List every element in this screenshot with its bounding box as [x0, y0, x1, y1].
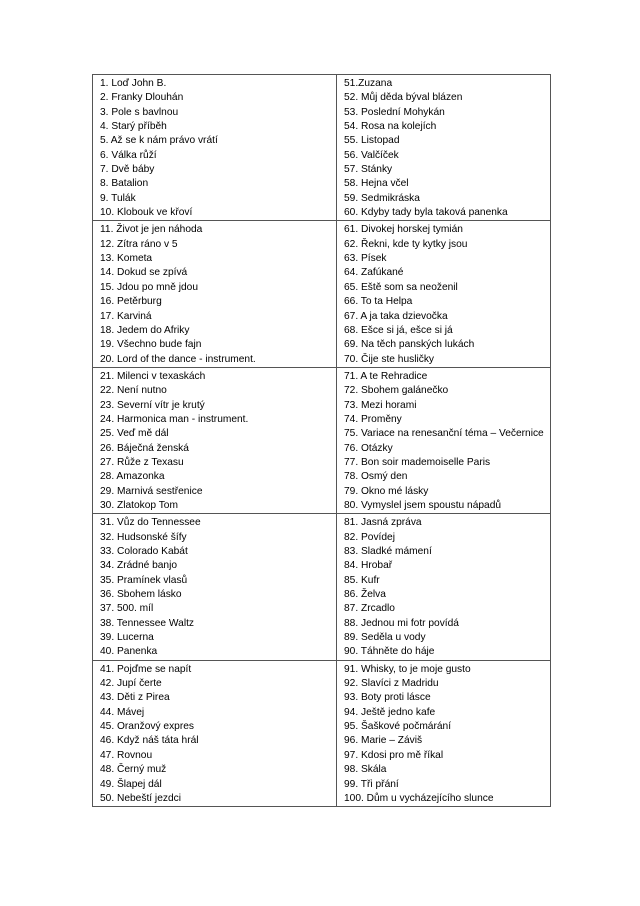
right-cell	[337, 221, 551, 367]
song-item: 16. Petěrburg	[100, 296, 162, 308]
left-cell	[93, 660, 337, 806]
song-item: 79. Okno mé lásky	[344, 485, 429, 497]
song-item: 90. Táhněte do háje	[344, 646, 435, 658]
song-item: 47. Rovnou	[100, 749, 153, 761]
song-item: 36. Sbohem lásko	[100, 589, 182, 601]
song-item: 11. Život je jen náhoda	[100, 224, 203, 236]
song-item: 96. Marie – Záviš	[344, 735, 423, 747]
song-item: 28. Amazonka	[100, 471, 165, 483]
song-item: 42. Jupí čerte	[100, 678, 162, 690]
song-item: 63. Písek	[344, 253, 387, 265]
song-item: 98. Skála	[344, 764, 387, 776]
song-item: 20. Lord of the dance - instrument.	[100, 353, 256, 365]
song-item: 7. Dvě báby	[100, 164, 155, 176]
left-cell	[93, 221, 337, 367]
song-item: 76. Otázky	[344, 442, 393, 454]
song-item: 25. Veď mě dál	[100, 428, 169, 440]
song-item: 82. Povídej	[344, 531, 395, 543]
song-item: 38. Tennessee Waltz	[100, 617, 195, 629]
song-item: 59. Sedmikráska	[344, 192, 420, 204]
song-item: 61. Divokej horskej tymián	[344, 224, 463, 236]
song-item: 37. 500. míl	[100, 603, 154, 615]
song-item: 6. Válka růží	[100, 149, 157, 161]
song-item: 55. Listopad	[344, 135, 400, 147]
song-item: 32. Hudsonské šífy	[100, 531, 187, 543]
song-item: 39. Lucerna	[100, 632, 154, 644]
left-cell	[93, 367, 337, 513]
song-item: 99. Tři přání	[344, 778, 399, 790]
song-item: 9. Tulák	[100, 192, 136, 204]
song-item: 22. Není nutno	[100, 385, 167, 397]
song-item: 8. Batalion	[100, 178, 149, 190]
song-item: 83. Sladké mámení	[344, 546, 432, 557]
song-item: 100. Dům u vycházejícího slunce	[344, 792, 494, 804]
song-item: 87. Zrcadlo	[344, 603, 395, 615]
table-row	[93, 367, 551, 513]
right-cell	[337, 367, 551, 513]
song-item: 64. Zafúkané	[344, 267, 404, 279]
song-item: 60. Kdyby tady byla taková panenka	[344, 207, 508, 219]
song-item: 50. Nebeští jezdci	[100, 792, 181, 804]
song-item: 74. Proměny	[344, 413, 402, 425]
song-item: 35. Pramínek vlasů	[100, 574, 188, 586]
song-item: 45. Oranžový expres	[100, 721, 194, 733]
table-row	[93, 660, 551, 806]
song-item: 31. Vůz do Tennessee	[100, 517, 201, 529]
song-item: 52. Můj děda býval blázen	[344, 92, 463, 104]
song-item: 73. Mezi horami	[344, 399, 417, 411]
song-item: 13. Kometa	[100, 253, 153, 265]
song-item: 70. Čije ste husličky	[344, 353, 435, 365]
song-item: 51.Zuzana	[344, 78, 393, 89]
song-list-table	[92, 74, 551, 807]
song-item: 78. Osmý den	[344, 471, 408, 483]
song-item: 27. Růže z Texasu	[100, 456, 184, 468]
right-cell	[337, 660, 551, 806]
song-item: 91. Whisky, to je moje gusto	[344, 663, 471, 675]
song-item: 68. Ešce si já, ešce si já	[344, 324, 453, 336]
song-item: 54. Rosa na kolejích	[344, 121, 437, 133]
song-item: 62. Řekni, kde ty kytky jsou	[344, 238, 468, 250]
left-cell	[93, 514, 337, 660]
table-row	[93, 514, 551, 660]
song-item: 92. Slavíci z Madridu	[344, 678, 439, 690]
song-item: 43. Děti z Pirea	[100, 692, 170, 704]
song-item: 34. Zrádné banjo	[100, 560, 178, 572]
song-item: 2. Franky Dlouhán	[100, 92, 184, 104]
song-item: 86. Želva	[344, 589, 386, 601]
song-item: 1. Loď John B.	[100, 78, 167, 89]
song-item: 23. Severní vítr je krutý	[100, 399, 205, 411]
song-item: 85. Kufr	[344, 574, 380, 586]
song-item: 49. Šlapej dál	[100, 778, 162, 790]
song-item: 81. Jasná zpráva	[344, 517, 422, 529]
song-item: 97. Kdosi pro mě říkal	[344, 749, 444, 761]
song-item: 24. Harmonica man - instrument.	[100, 413, 249, 425]
song-item: 94. Ještě jedno kafe	[344, 706, 436, 718]
song-item: 17. Karviná	[100, 310, 152, 322]
song-item: 71. A te Rehradice	[344, 370, 428, 382]
song-item: 19. Všechno bude fajn	[100, 339, 202, 351]
song-item: 5. Až se k nám právo vrátí	[100, 135, 218, 147]
song-item: 56. Valčíček	[344, 149, 399, 161]
song-item: 89. Seděla u vody	[344, 632, 426, 644]
table-row	[93, 221, 551, 367]
song-item: 15. Jdou po mně jdou	[100, 281, 198, 293]
song-item: 3. Pole s bavlnou	[100, 106, 179, 118]
song-item: 95. Šaškové počmárání	[344, 721, 452, 733]
song-item: 80. Vymyslel jsem spoustu nápadů	[344, 499, 502, 511]
song-item: 30. Zlatokop Tom	[100, 499, 178, 511]
song-item: 26. Báječná ženská	[100, 442, 189, 454]
song-item: 67. A ja taka dzievočka	[344, 310, 448, 322]
song-item: 72. Sbohem galánečko	[344, 385, 449, 397]
song-item: 88. Jednou mi fotr povídá	[344, 617, 459, 629]
song-item: 48. Černý muž	[100, 764, 167, 776]
song-item: 14. Dokud se zpívá	[100, 267, 188, 279]
song-item: 12. Zítra ráno v 5	[100, 238, 178, 250]
song-item: 4. Starý příběh	[100, 121, 167, 133]
song-item: 46. Když náš táta hrál	[100, 735, 199, 747]
right-cell	[337, 514, 551, 660]
song-item: 44. Mávej	[100, 706, 145, 718]
song-item: 75. Variace na renesanční téma – Večernice	[344, 428, 544, 440]
song-item: 33. Colorado Kabát	[100, 546, 188, 557]
left-cell	[93, 75, 337, 221]
song-item: 21. Milenci v texaskách	[100, 370, 206, 382]
song-item: 10. Klobouk ve křoví	[100, 207, 193, 219]
song-item: 58. Hejna včel	[344, 178, 409, 190]
song-item: 84. Hrobař	[344, 560, 393, 572]
song-item: 53. Poslední Mohykán	[344, 106, 445, 118]
song-item: 57. Stánky	[344, 164, 393, 176]
song-item: 77. Bon soir mademoiselle Paris	[344, 456, 491, 468]
song-item: 29. Marnivá sestřenice	[100, 485, 203, 497]
song-item: 65. Eště som sa neoženil	[344, 281, 458, 293]
song-item: 41. Pojďme se napít	[100, 663, 192, 675]
song-item: 69. Na těch panských lukách	[344, 339, 475, 351]
song-item: 40. Panenka	[100, 646, 158, 658]
right-cell	[337, 75, 551, 221]
song-item: 93. Boty proti lásce	[344, 692, 431, 704]
song-item: 66. To ta Helpa	[344, 296, 413, 308]
song-item: 18. Jedem do Afriky	[100, 324, 190, 336]
table-row	[93, 75, 551, 221]
